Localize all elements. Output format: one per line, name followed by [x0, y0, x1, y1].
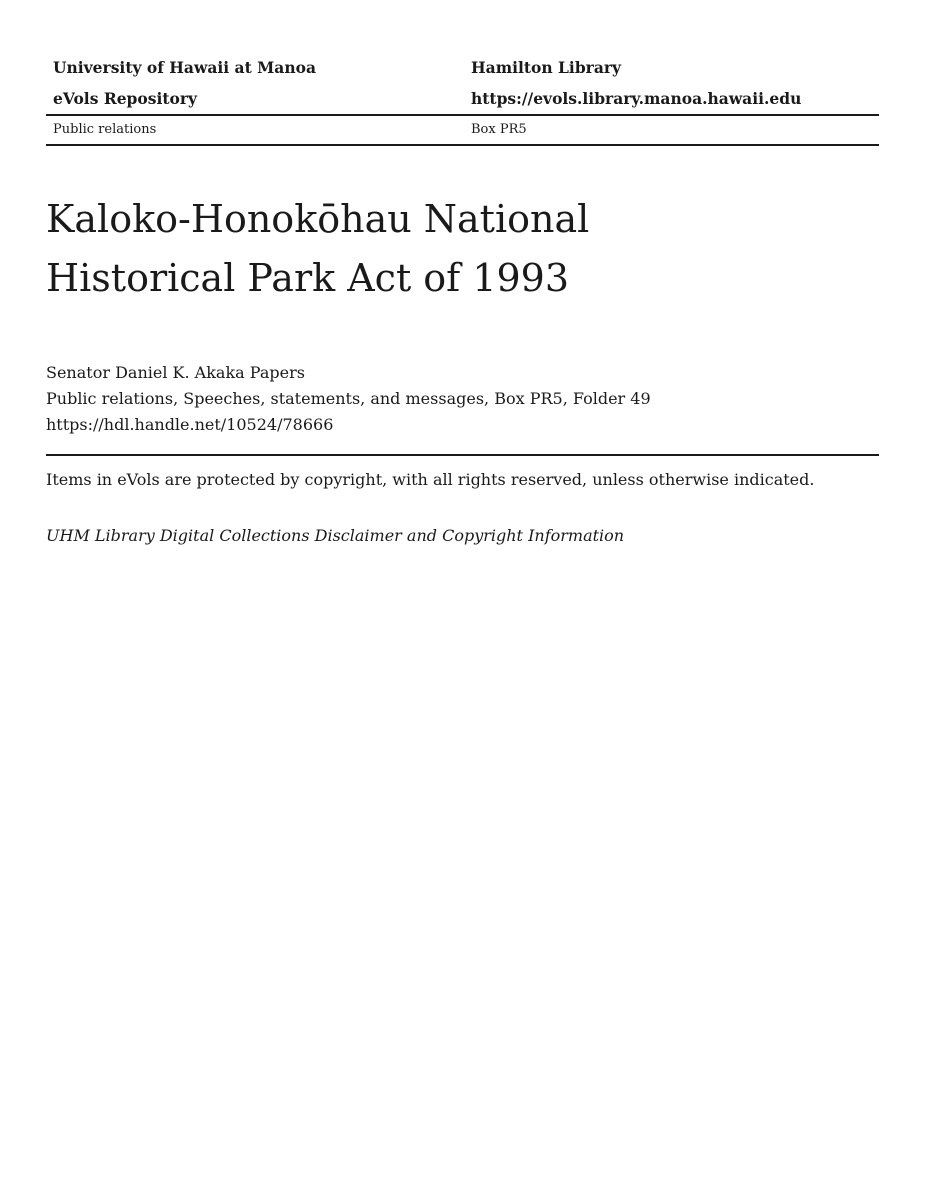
- folder-location: Public relations, Speeches, statements, and messages, Box PR5, Folder 49: [46, 389, 651, 408]
- handle-link[interactable]: https://hdl.handle.net/10524/78666: [46, 415, 334, 434]
- header-row-series: [46, 114, 879, 146]
- header-row-repository: [46, 83, 879, 114]
- repository-header: [46, 52, 879, 146]
- disclaimer-link[interactable]: UHM Library Digital Collections Disclaimer and Copyright Information: [46, 526, 625, 545]
- rights-statement: Items in eVols are protected by copyright, with all rights reserved, unless otherwise indicated.: [46, 470, 815, 489]
- title-line-2: Historical Park Act of 1993: [46, 256, 570, 300]
- library-name: Hamilton Library: [471, 58, 622, 77]
- title-line-1: Kaloko-Honokōhau National: [46, 197, 590, 241]
- section-divider: [46, 454, 879, 456]
- institution-name: University of Hawaii at Manoa: [53, 58, 316, 77]
- repository-name: eVols Repository: [53, 89, 198, 108]
- document-metadata: [46, 360, 879, 438]
- collection-name: Senator Daniel K. Akaka Papers: [46, 363, 305, 382]
- document-title: [46, 190, 879, 308]
- header-row-institution: [46, 52, 879, 83]
- repository-url-link[interactable]: https://evols.library.manoa.hawaii.edu: [471, 89, 802, 108]
- box-label: Box PR5: [471, 122, 527, 137]
- series-label: Public relations: [53, 122, 157, 137]
